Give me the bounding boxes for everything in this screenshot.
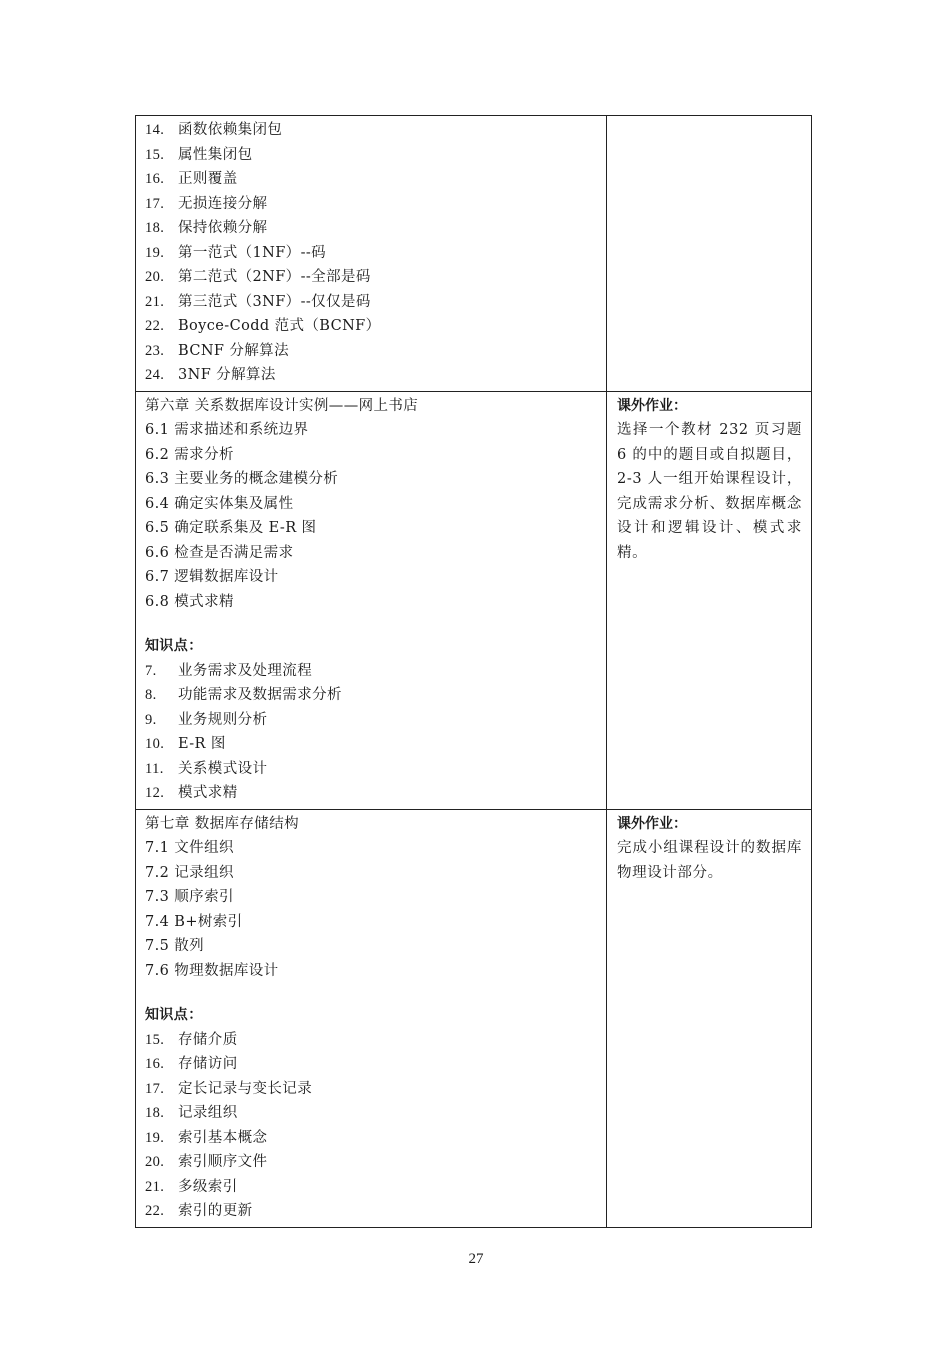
- section-item: 6.2 需求分析: [145, 446, 234, 463]
- list-item: 8. 功能需求及数据需求分析: [145, 687, 342, 703]
- list-item: 15. 属性集闭包: [145, 146, 253, 163]
- list-item: 7. 业务需求及处理流程: [145, 662, 313, 679]
- content-cell: [136, 810, 607, 1227]
- list-item: 16. 存储访问: [145, 1056, 238, 1072]
- list-item: 19. 索引基本概念: [145, 1129, 268, 1146]
- list-item: 21. 第三范式（3NF）--仅仅是码: [145, 293, 371, 310]
- homework-text: 选择一个教材 232 页习题 6 的中的题目或自拟题目，2-3 人一组开始课程设计，完成需求分析、数据库概念设计和逻辑设计、模式求精。: [617, 422, 802, 561]
- list-item: 18. 保持依赖分解: [145, 220, 268, 236]
- section-item: 7.6 物理数据库设计: [145, 962, 279, 979]
- knowledge-title: 知识点：: [145, 638, 203, 654]
- chapter-title: 第六章 关系数据库设计实例——网上书店: [145, 397, 419, 414]
- list-item: 10. E-R 图: [145, 736, 226, 752]
- list-item: 15. 存储介质: [145, 1031, 238, 1048]
- page-number: 27: [468, 1251, 484, 1267]
- section-item: 6.3 主要业务的概念建模分析: [145, 471, 339, 487]
- list-item: 16. 正则覆盖: [145, 171, 238, 187]
- section-item: 6.5 确定联系集及 E-R 图: [145, 520, 317, 536]
- homework-title: 课外作业：: [617, 815, 687, 832]
- chapter-title: 第七章 数据库存储结构: [145, 815, 300, 832]
- section-item: 7.5 散列: [145, 938, 205, 954]
- homework-cell: [607, 810, 811, 1227]
- list-item: 9. 业务规则分析: [145, 711, 268, 728]
- table-row: [135, 810, 812, 1228]
- section-item: 7.2 记录组织: [145, 864, 234, 881]
- table-row: [135, 392, 812, 810]
- list-item: 21. 多级索引: [145, 1178, 238, 1195]
- list-item: 22. Boyce-Codd 范式（BCNF）: [145, 318, 381, 334]
- homework-title: 课外作业：: [617, 397, 687, 414]
- content-cell: [136, 116, 607, 391]
- list-item: 18. 记录组织: [145, 1105, 238, 1121]
- section-item: 7.1 文件组织: [145, 840, 234, 856]
- section-item: 7.4 B+树索引: [145, 913, 243, 930]
- table-row: [135, 116, 812, 392]
- spacer: [145, 614, 606, 634]
- section-item: 6.7 逻辑数据库设计: [145, 569, 279, 585]
- list-item: 17. 无损连接分解: [145, 195, 268, 212]
- list-item: 22. 索引的更新: [145, 1203, 253, 1219]
- list-item: 23. BCNF 分解算法: [145, 342, 289, 359]
- section-item: 7.3 顺序索引: [145, 889, 234, 905]
- knowledge-title: 知识点：: [145, 1007, 203, 1023]
- list-item: 20. 索引顺序文件: [145, 1154, 268, 1170]
- homework-text: 完成小组课程设计的数据库物理设计部分。: [617, 840, 802, 881]
- list-item: 19. 第一范式（1NF）--码: [145, 244, 327, 261]
- homework-cell: [607, 116, 811, 391]
- list-item: 17. 定长记录与变长记录: [145, 1080, 313, 1097]
- section-item: 6.1 需求描述和系统边界: [145, 422, 309, 438]
- list-item: 24. 3NF 分解算法: [145, 367, 276, 383]
- content-cell: [136, 392, 607, 809]
- list-item: 20. 第二范式（2NF）--全部是码: [145, 269, 371, 285]
- section-item: 6.4 确定实体集及属性: [145, 495, 294, 512]
- list-item: 14. 函数依赖集闭包: [145, 122, 283, 138]
- list-item: 12. 模式求精: [145, 785, 238, 801]
- section-item: 6.6 检查是否满足需求: [145, 544, 294, 561]
- homework-cell: [607, 392, 811, 809]
- syllabus-table: [135, 115, 812, 1228]
- spacer: [145, 983, 606, 1003]
- section-item: 6.8 模式求精: [145, 593, 234, 610]
- list-item: 11. 关系模式设计: [145, 760, 268, 777]
